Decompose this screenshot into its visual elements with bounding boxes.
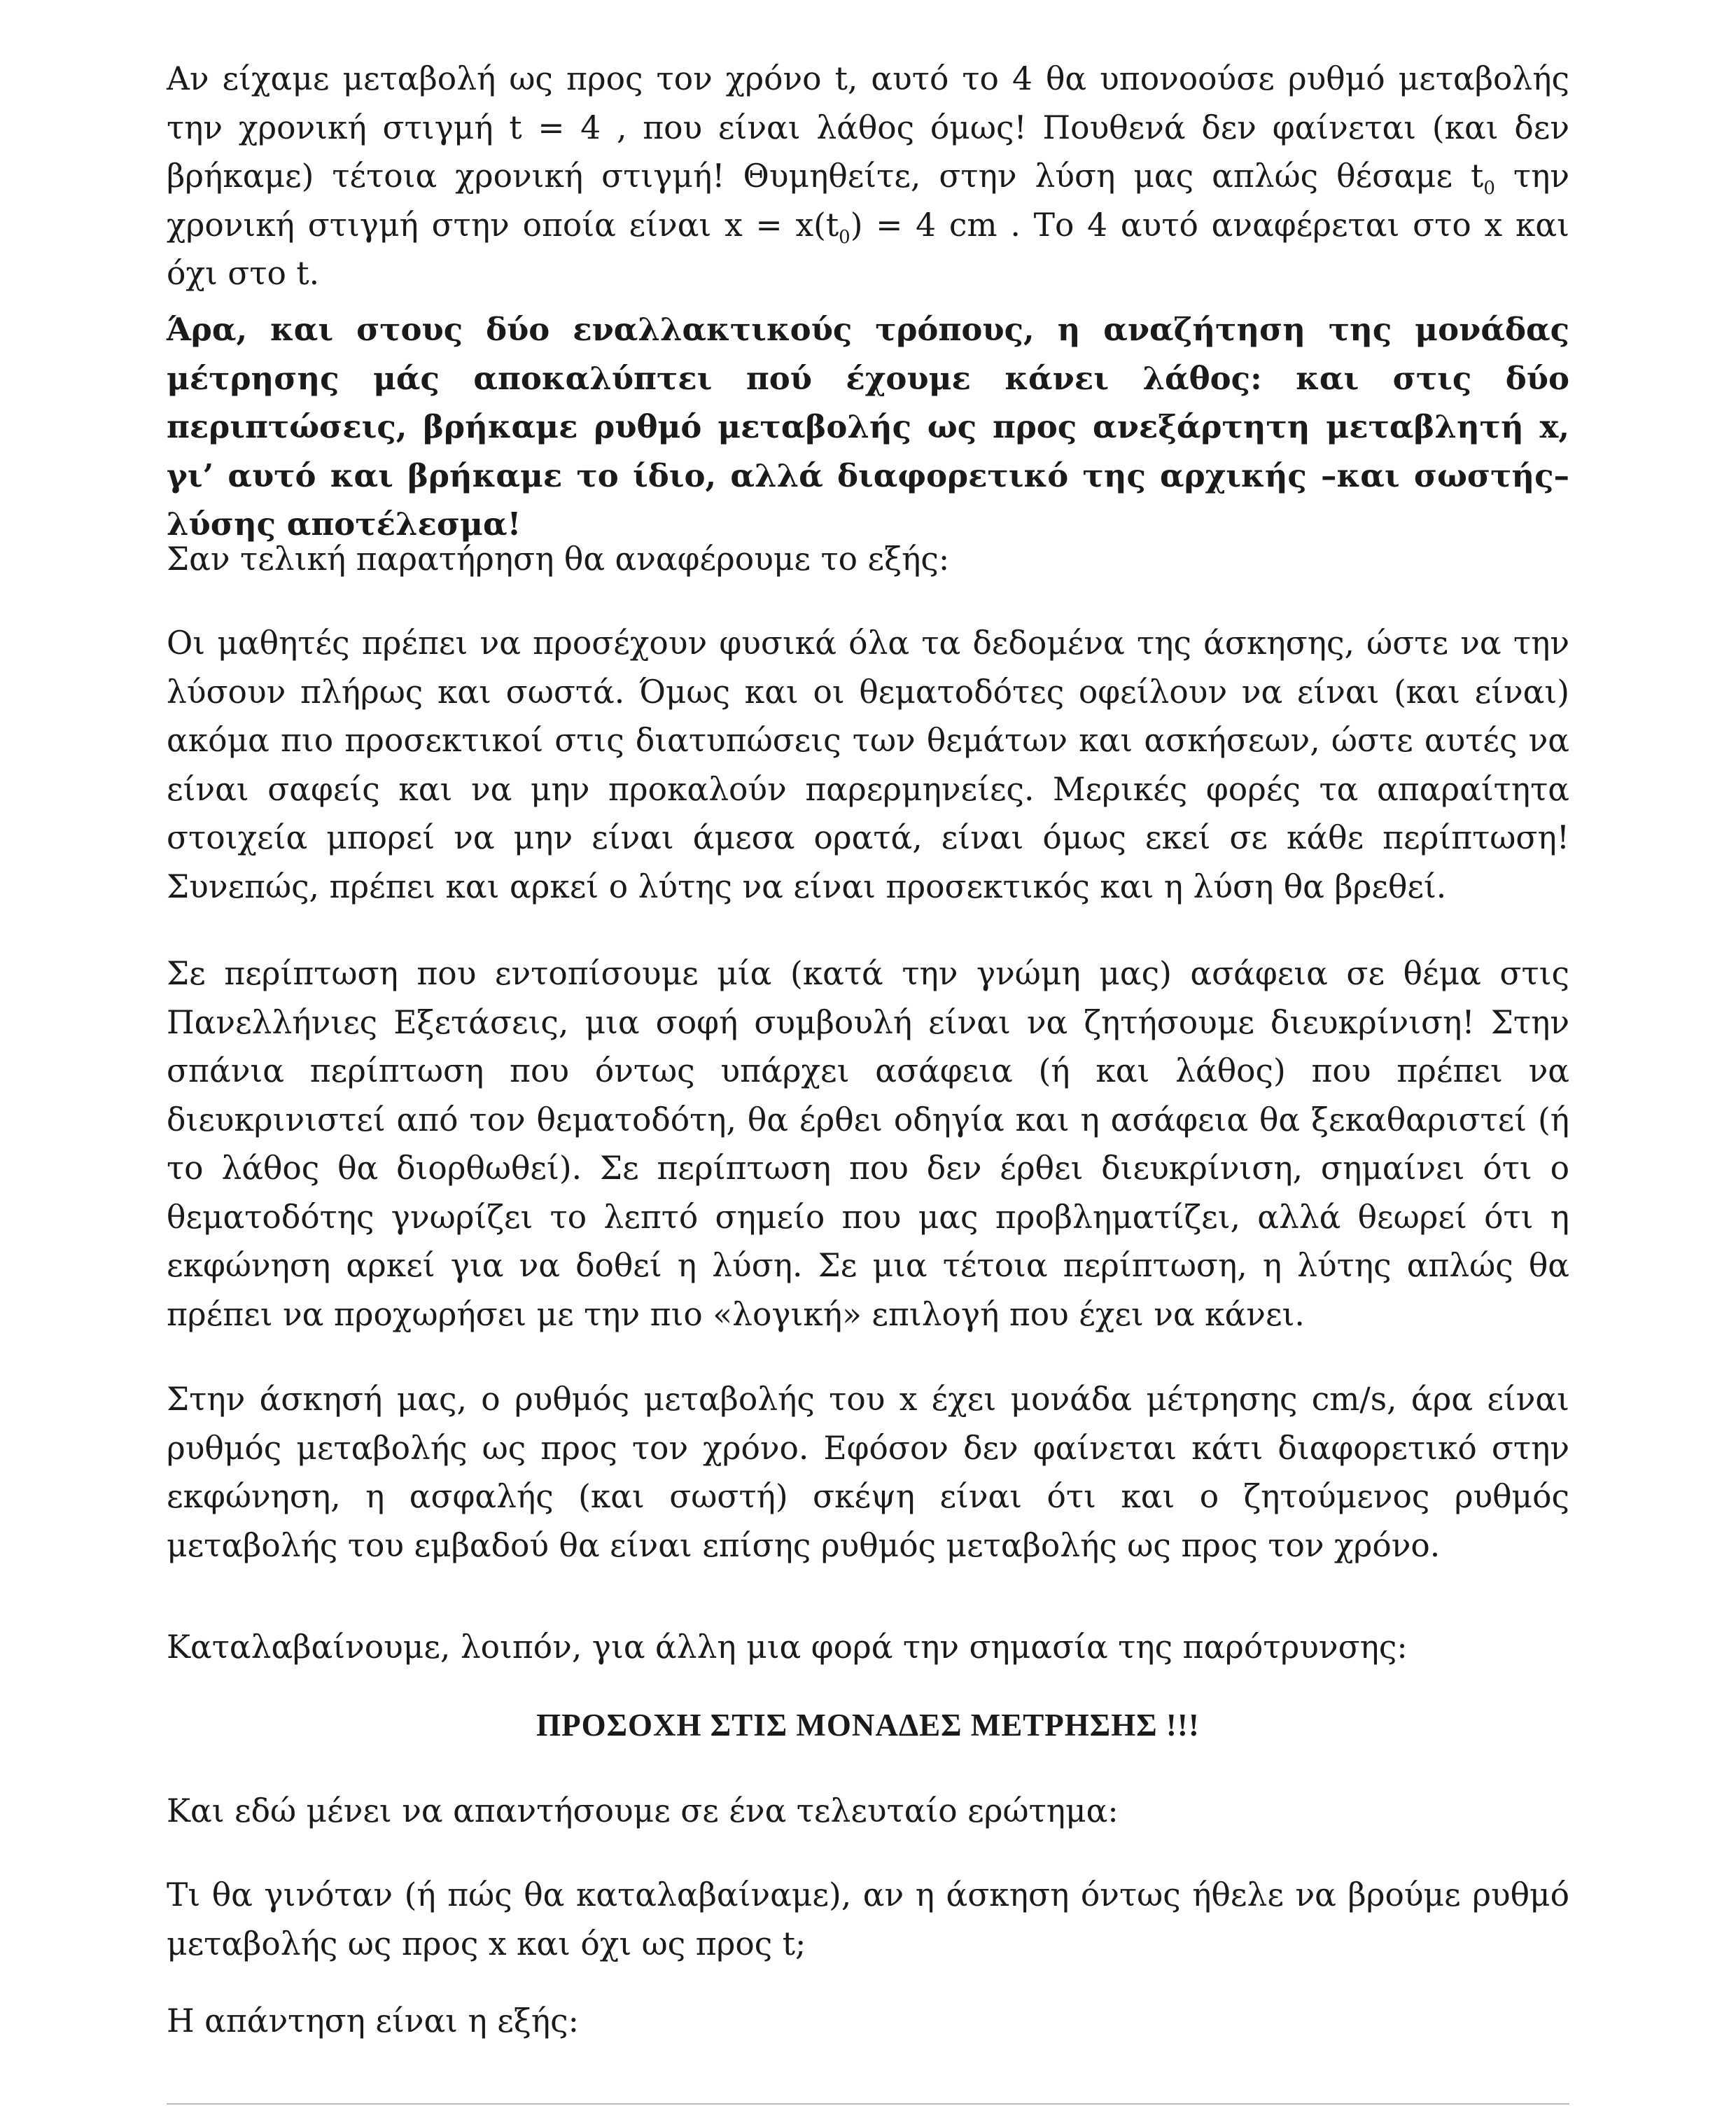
subscript-zero: 0	[1483, 178, 1495, 199]
paragraph-students-and-examiners: Οι μαθητές πρέπει να προσέχουν φυσικά όλα τα δεδομένα της άσκησης, ώστε να την λύσουν πλήρως και σωστά. Όμως και οι θεματοδότες οφείλουν να είναι (και είναι) ακόμα πιο προσεκτικοί στις διατυπώσεις των θεμάτων και ασκήσεων, ώστε αυτές να είναι σαφείς και να μην προκαλούν παρερμηνείες. Μερικές φορές τα απαραίτητα στοιχεία μπορεί να μην είναι άμεσα ορατά, είναι όμως εκεί σε κάθε περίπτωση! Συνεπώς, πρέπει και αρκεί ο λύτης να είναι προσεκτικός και η λύση θα βρεθεί.	[167, 625, 1569, 905]
paragraph-rate-of-change-time: Στην άσκησή μας, ο ρυθμός μεταβολής του x έχει μονάδα μέτρησης cm/s, άρα είναι ρυθμός μεταβολής ως προς τον χρόνο. Εφόσον δεν φαίνεται κάτι διαφορετικό στην εκφώνηση, η ασφαλής (και σωστή) σκέψη είναι ότι και ο ζητούμενος ρυθμός μεταβολής του εμβαδού θα είναι επίσης ρυθμός μεταβολής ως προς τον χρόνο.	[167, 1381, 1569, 1564]
paragraph-answer-intro: Η απάντηση είναι η εξής:	[167, 2002, 579, 2039]
paragraph-text: ) = 4 cm . Το 4 αυτό αναφέρεται στο x και όχι στο t.	[167, 206, 1569, 292]
paragraph-wrong-time-interpretation	[167, 55, 1569, 298]
heading-units-warning: ΠΡΟΣΟΧΗ ΣΤΙΣ ΜΟΝΑΔΕΣ ΜΕΤΡΗΣΗΣ !!!	[536, 1708, 1200, 1743]
paragraph-exam-clarification: Σε περίπτωση που εντοπίσουμε μία (κατά την γνώμη μας) ασάφεια σε θέμα στις Πανελλήνιες Εξετάσεις, μια σοφή συμβουλή είναι να ζητήσουμε διευκρίνιση! Στην σπάνια περίπτωση που όντως υπάρχει ασάφεια (ή και λάθος) που πρέπει να διευκρινιστεί από τον θεματοδότη, θα έρθει οδηγία και η ασάφεια θα ξεκαθαριστεί (ή το λάθος θα διορθωθεί). Σε περίπτωση που δεν έρθει διευκρίνιση, σημαίνει ότι ο θεματοδότης γνωρίζει το λεπτό σημείο που μας προβληματίζει, αλλά θεωρεί ότι η εκφώνηση αρκεί για να δοθεί η λύση. Σε μια τέτοια περίπτωση, η λύτης απλώς θα πρέπει να προχωρήσει με την πιο «λογική» επιλογή που έχει να κάνει.	[167, 955, 1569, 1333]
footer-divider	[167, 2103, 1569, 2105]
paragraph-last-question: Τι θα γινόταν (ή πώς θα καταλαβαίναμε), αν η άσκηση όντως ήθελε να βρούμε ρυθμό μεταβολής ως προς x και όχι ως προς t;	[167, 1876, 1569, 1962]
paragraph-final-remark-intro: Σαν τελική παρατήρηση θα αναφέρουμε το εξής:	[167, 541, 950, 578]
subscript-zero: 0	[839, 226, 850, 248]
paragraph-importance-note: Καταλαβαίνουμε, λοιπόν, για άλλη μια φορά την σημασία της παρότρυνσης:	[167, 1629, 1408, 1666]
paragraph-text: την χρονική στιγμή στην οποία είναι x = x(t	[167, 158, 1570, 244]
paragraph-text: Αν είχαμε μεταβολή ως προς τον χρόνο t, αυτό το 4 θα υπονοούσε ρυθμό μεταβολής την χρονική στιγμή t = 4 , που είναι λάθος όμως! Πουθενά δεν φαίνεται (και δεν βρήκαμε) τέτοια χρονική στιγμή! Θυμηθείτε, στην λύση μας απλώς θέσαμε t	[167, 60, 1569, 195]
paragraph-bold-conclusion: Άρα, και στους δύο εναλλακτικούς τρόπους, η αναζήτηση της μονάδας μέτρησης μάς αποκαλύπτει πού έχουμε κάνει λάθος: και στις δύο περιπτώσεις, βρήκαμε ρυθμό μεταβολής ως προς ανεξάρτητη μεταβλητή x, γι’ αυτό και βρήκαμε το ίδιο, αλλά διαφορετικό της αρχικής –και σωστής– λύσης αποτέλεσμα!	[167, 311, 1569, 543]
paragraph-last-question-intro: Και εδώ μένει να απαντήσουμε σε ένα τελευταίο ερώτημα:	[167, 1792, 1119, 1829]
